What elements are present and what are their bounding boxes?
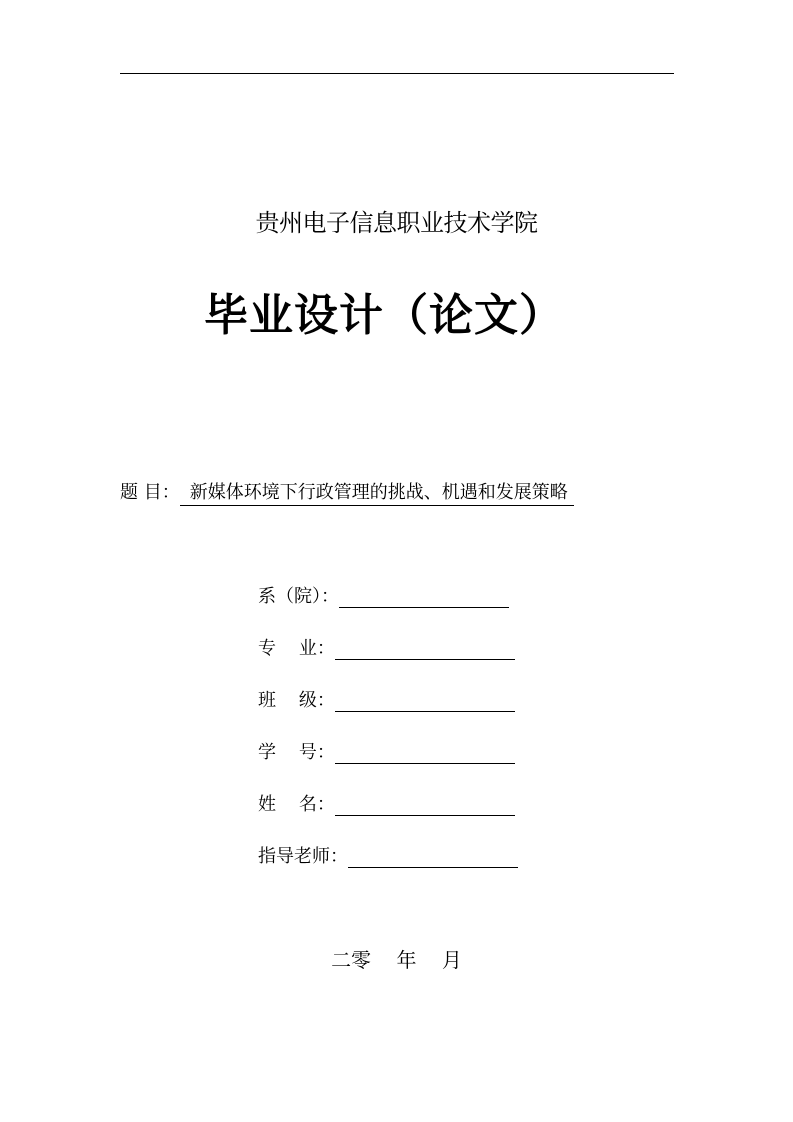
advisor-blank — [348, 847, 518, 868]
topic-row — [120, 480, 574, 506]
major-blank — [335, 639, 515, 660]
advisor-label: 指导老师： — [258, 846, 348, 867]
name-label: 姓 名： — [258, 794, 335, 815]
class-row — [258, 688, 515, 714]
date-line: 二零 年 月 — [331, 948, 462, 972]
student-id-blank — [335, 743, 515, 764]
department-blank — [339, 587, 509, 608]
name-row — [258, 792, 515, 818]
document-title: 毕业设计（论文） — [204, 290, 564, 341]
major-row — [258, 636, 515, 662]
department-label: 系（院）： — [258, 586, 339, 607]
student-id-row — [258, 740, 515, 766]
department-row — [258, 584, 509, 610]
major-label: 专 业： — [258, 638, 335, 659]
header-rule — [120, 73, 674, 74]
class-blank — [335, 691, 515, 712]
topic-label: 题 目： — [120, 482, 180, 503]
student-id-label: 学 号： — [258, 742, 335, 763]
school-name: 贵州电子信息职业技术学院 — [255, 209, 538, 237]
topic-value: 新媒体环境下行政管理的挑战、机遇和发展策略 — [180, 481, 574, 506]
advisor-row — [258, 844, 518, 870]
name-blank — [335, 795, 515, 816]
class-label: 班 级： — [258, 690, 335, 711]
